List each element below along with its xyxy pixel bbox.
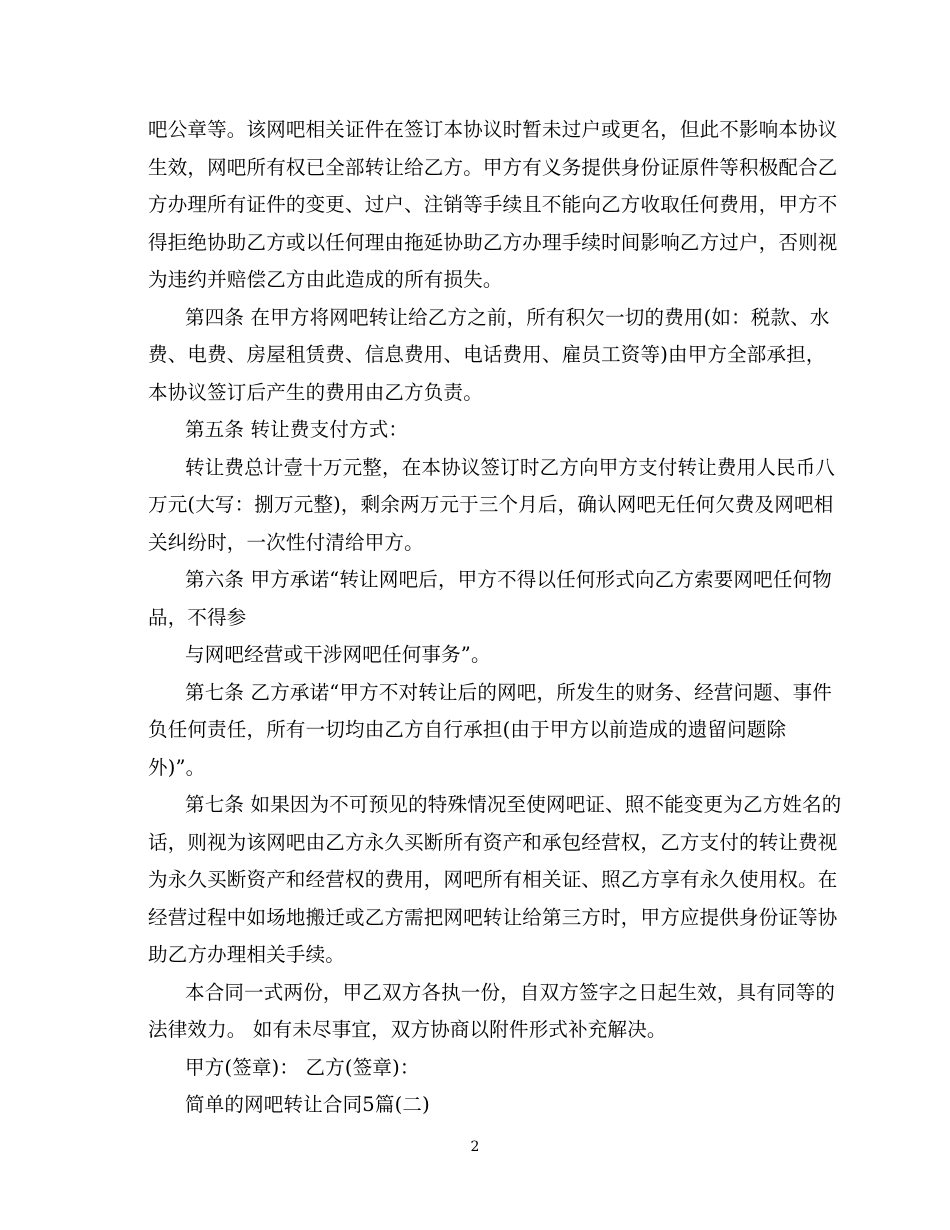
paragraph-line: 与网吧经营或干涉网吧任何事务”。 (185, 643, 491, 666)
paragraph-line: 第七条 如果因为不可预见的特殊情况至使网吧证、照不能变更为乙方姓名的 (185, 793, 842, 816)
section-heading: 简单的网吧转让合同5篇(二) (185, 1093, 430, 1116)
paragraph-line: 品，不得参 (148, 606, 247, 629)
paragraph-line: 为违约并赔偿乙方由此造成的所有损失。 (148, 268, 503, 291)
paragraph-line: 法律效力。 如有未尽事宜，双方协商以附件形式补充解决。 (148, 1018, 667, 1041)
paragraph-line: 吧公章等。该网吧相关证件在签订本协议时暂未过户或更名，但此不影响本协议 (148, 118, 838, 141)
paragraph-line: 经营过程中如场地搬迁或乙方需把网吧转让给第三方时，甲方应提供身份证等协 (148, 906, 838, 929)
paragraph-line: 负任何责任，所有一切均由乙方自行承担(由于甲方以前造成的遗留问题除 (148, 718, 787, 741)
signature-line: 甲方(签章)： 乙方(签章)： (185, 1056, 420, 1079)
paragraph-line: 为永久买断资产和经营权的费用，网吧所有相关证、照乙方享有永久使用权。在 (148, 868, 838, 891)
paragraph-line: 第五条 转让费支付方式： (185, 418, 409, 441)
paragraph-line: 关纠纷时，一次性付清给甲方。 (148, 531, 424, 554)
paragraph-line: 本合同一式两份，甲乙双方各执一份，自双方签字之日起生效，具有同等的 (185, 981, 836, 1004)
paragraph-line: 本协议签订后产生的费用由乙方负责。 (148, 381, 483, 404)
page-number: 2 (470, 1139, 480, 1155)
paragraph-line: 费、电费、房屋租赁费、信息费用、电话费用、雇员工资等)由甲方全部承担， (148, 343, 826, 366)
paragraph-line: 转让费总计壹十万元整，在本协议签订时乙方向甲方支付转让费用人民币八 (185, 456, 836, 479)
paragraph-line: 话，则视为该网吧由乙方永久买断所有资产和承包经营权，乙方支付的转让费视 (148, 831, 838, 854)
paragraph-line: 生效，网吧所有权已全部转让给乙方。甲方有义务提供身份证原件等积极配合乙 (148, 156, 838, 179)
paragraph-line: 第六条 甲方承诺“转让网吧后，甲方不得以任何形式向乙方索要网吧任何物 (185, 568, 832, 591)
paragraph-line: 万元(大写：捌万元整)，剩余两万元于三个月后，确认网吧无任何欠费及网吧相 (148, 493, 834, 516)
paragraph-line: 方办理所有证件的变更、过户、注销等手续且不能向乙方收取任何费用，甲方不 (148, 193, 838, 216)
paragraph-line: 第四条 在甲方将网吧转让给乙方之前，所有积欠一切的费用(如：税款、水 (185, 306, 830, 329)
paragraph-line: 外)”。 (148, 756, 206, 779)
paragraph-line: 得拒绝协助乙方或以任何理由拖延协助乙方办理手续时间影响乙方过户，否则视 (148, 231, 838, 254)
paragraph-line: 助乙方办理相关手续。 (148, 943, 346, 966)
paragraph-line: 第七条 乙方承诺“甲方不对转让后的网吧，所发生的财务、经营问题、事件 (185, 681, 832, 704)
